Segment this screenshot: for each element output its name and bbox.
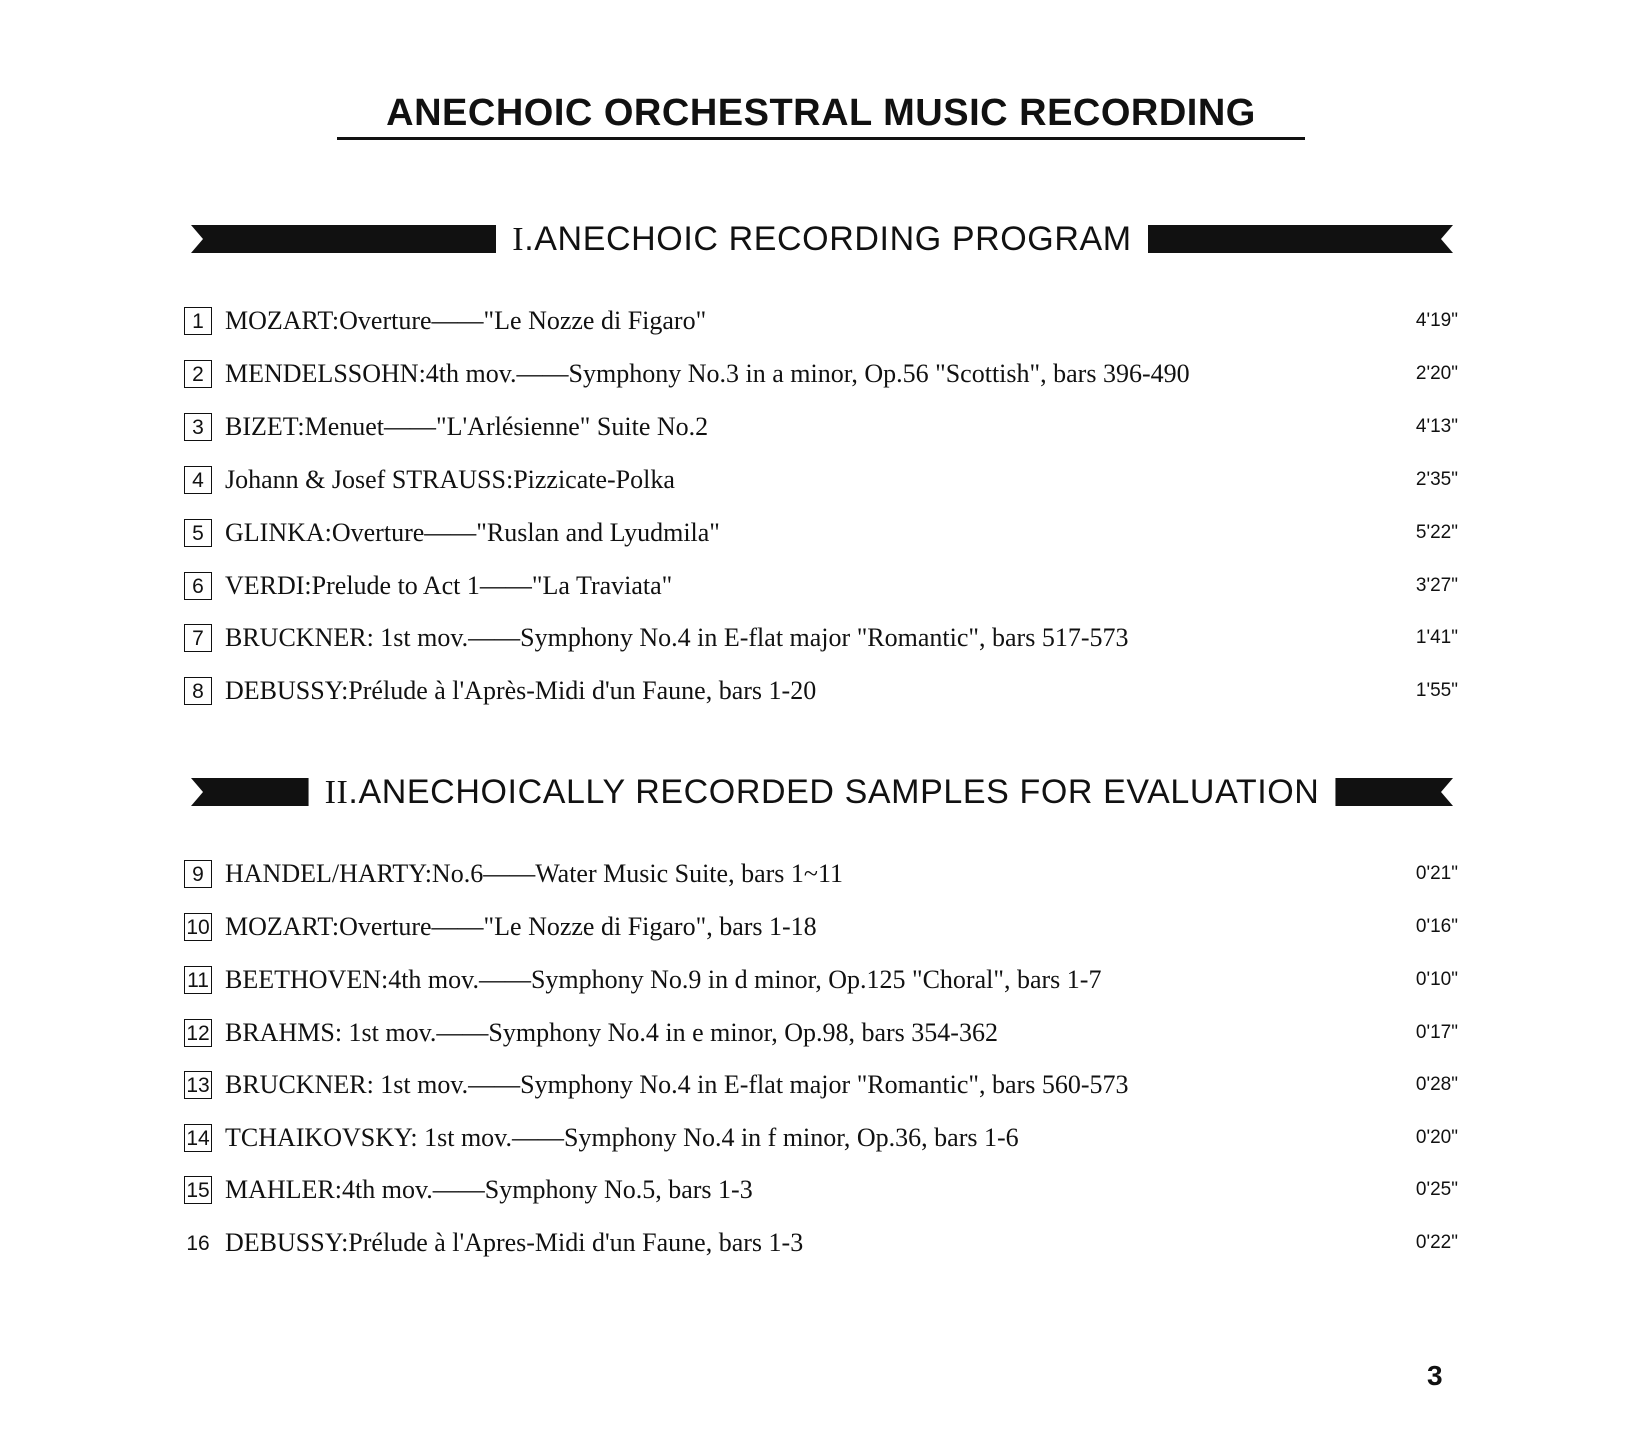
track-row	[184, 459, 1458, 501]
track-number: 5	[184, 519, 212, 547]
track-number: 14	[184, 1124, 212, 1152]
section-title-text: .ANECHOIC RECORDING PROGRAM	[524, 219, 1132, 258]
header-bar-left	[191, 225, 496, 253]
track-row	[184, 906, 1458, 948]
track-title: VERDI:Prelude to Act 1——"La Traviata"	[225, 571, 673, 600]
track-number: 1	[184, 307, 212, 335]
track-number: 12	[184, 1019, 212, 1047]
track-duration: 3'27"	[1415, 575, 1458, 596]
track-duration: 0'21"	[1415, 863, 1458, 884]
page-number: 3	[1427, 1360, 1443, 1391]
track-duration: 0'28"	[1415, 1074, 1458, 1095]
track-number: 15	[184, 1176, 212, 1204]
track-number: 11	[184, 966, 212, 994]
track-row	[184, 406, 1458, 448]
track-duration: 4'19"	[1415, 310, 1458, 331]
track-title: MAHLER:4th mov.——Symphony No.5, bars 1-3	[225, 1175, 753, 1204]
track-duration: 4'13"	[1415, 416, 1458, 437]
section-title-text: .ANECHOICALLY RECORDED SAMPLES FOR EVALUATION	[348, 772, 1320, 811]
track-title: DEBUSSY:Prélude à l'Après-Midi d'un Faune, bars 1-20	[225, 676, 817, 705]
track-number: 7	[184, 624, 212, 652]
section-header-samples	[191, 771, 1453, 813]
section-numeral: II	[324, 773, 349, 811]
header-bar-right	[1335, 778, 1453, 806]
track-title: BRAHMS: 1st mov.——Symphony No.4 in e minor, Op.98, bars 354-362	[225, 1018, 998, 1047]
track-duration: 2'35"	[1415, 469, 1458, 490]
track-duration: 0'20"	[1415, 1127, 1458, 1148]
track-row	[184, 670, 1458, 712]
track-row	[184, 353, 1458, 395]
track-number: 9	[184, 860, 212, 888]
track-duration: 0'25"	[1415, 1179, 1458, 1200]
track-row	[184, 617, 1458, 659]
track-row	[184, 1117, 1458, 1159]
track-number: 6	[184, 572, 212, 600]
track-row	[184, 959, 1458, 1001]
track-row	[184, 565, 1458, 607]
track-duration: 0'16"	[1415, 916, 1458, 937]
track-row	[184, 300, 1458, 342]
track-duration: 1'55"	[1415, 680, 1458, 701]
track-title: BRUCKNER: 1st mov.——Symphony No.4 in E-flat major "Romantic", bars 517-573	[225, 623, 1129, 652]
track-title: MOZART:Overture——"Le Nozze di Figaro", bars 1-18	[225, 912, 817, 941]
page-title: ANECHOIC ORCHESTRAL MUSIC RECORDING	[337, 92, 1305, 140]
track-duration: 0'10"	[1415, 969, 1458, 990]
track-number: 8	[184, 677, 212, 705]
track-title: MOZART:Overture——"Le Nozze di Figaro"	[225, 306, 707, 335]
track-title: GLINKA:Overture——"Ruslan and Lyudmila"	[225, 518, 720, 547]
track-number: 10	[184, 913, 212, 941]
track-number: 2	[184, 360, 212, 388]
track-duration: 5'22"	[1415, 522, 1458, 543]
track-row	[184, 512, 1458, 554]
track-title: BEETHOVEN:4th mov.——Symphony No.9 in d minor, Op.125 "Choral", bars 1-7	[225, 965, 1102, 994]
track-row	[184, 1222, 1458, 1264]
track-duration: 0'17"	[1415, 1022, 1458, 1043]
track-title: TCHAIKOVSKY: 1st mov.——Symphony No.4 in f minor, Op.36, bars 1-6	[225, 1123, 1019, 1152]
track-duration: 1'41"	[1415, 627, 1458, 648]
track-title: DEBUSSY:Prélude à l'Apres-Midi d'un Faune, bars 1-3	[225, 1228, 804, 1257]
header-bar-left	[191, 778, 309, 806]
track-duration: 0'22"	[1415, 1232, 1458, 1253]
track-title: Johann & Josef STRAUSS:Pizzicate-Polka	[225, 465, 675, 494]
section-title-program	[496, 220, 1147, 259]
track-number: 16	[186, 1231, 210, 1255]
track-number: 13	[184, 1071, 212, 1099]
track-row	[184, 1012, 1458, 1054]
section-title-samples	[309, 773, 1336, 812]
track-row	[184, 1064, 1458, 1106]
header-bar-right	[1148, 225, 1453, 253]
track-title: MENDELSSOHN:4th mov.——Symphony No.3 in a minor, Op.56 "Scottish", bars 396-490	[225, 359, 1190, 388]
track-row	[184, 1169, 1458, 1211]
track-title: BIZET:Menuet——"L'Arlésienne" Suite No.2	[225, 412, 709, 441]
track-number: 3	[184, 413, 212, 441]
track-title: BRUCKNER: 1st mov.——Symphony No.4 in E-flat major "Romantic", bars 560-573	[225, 1070, 1129, 1099]
track-title: HANDEL/HARTY:No.6——Water Music Suite, bars 1~11	[225, 859, 843, 888]
section-header-program	[191, 218, 1453, 260]
track-number: 4	[184, 466, 212, 494]
track-row	[184, 853, 1458, 895]
section-numeral: I	[512, 220, 525, 258]
track-duration: 2'20"	[1415, 363, 1458, 384]
